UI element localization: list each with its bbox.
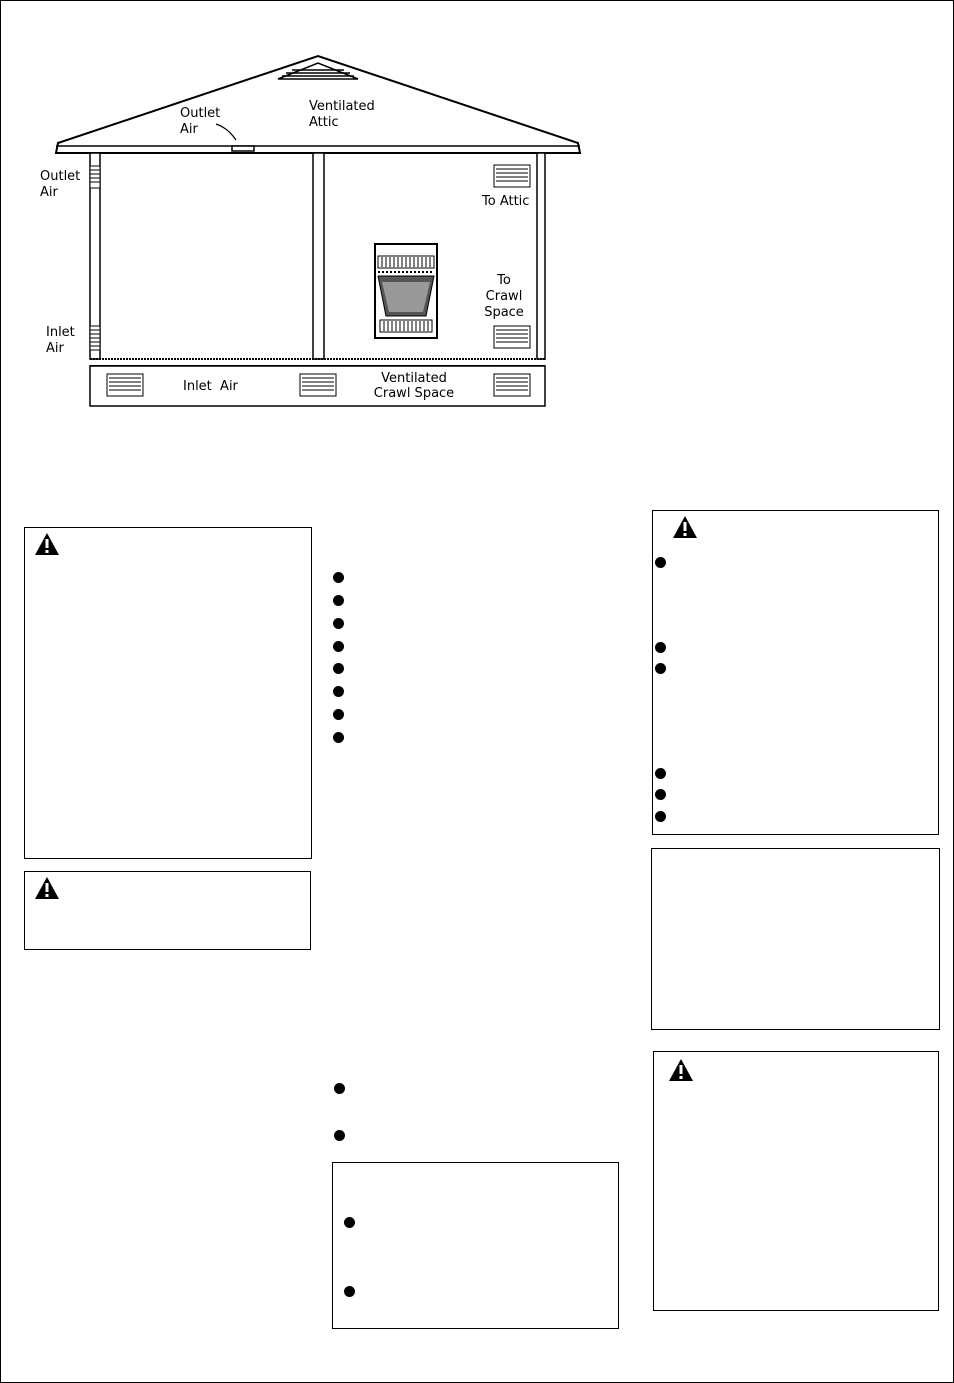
note-box-right <box>651 848 940 1030</box>
wall-inlet-vent <box>90 326 100 350</box>
label-ventilated-attic-2: Attic <box>309 115 339 130</box>
label-inlet-air-crawl: Inlet Air <box>183 379 238 394</box>
label-to-crawl-space-3: Space <box>484 305 524 320</box>
list-bullet <box>333 709 344 720</box>
label-outlet-air-roof-1: Outlet <box>180 106 221 121</box>
list-bullet <box>655 811 666 822</box>
crawl-vent-3 <box>494 374 530 396</box>
crawl-vent-1 <box>107 374 143 396</box>
list-bullet <box>333 572 344 583</box>
list-bullet <box>334 1083 345 1094</box>
label-ventilated-crawl-space-2: Crawl Space <box>373 386 455 401</box>
label-inlet-air-wall-2: Air <box>46 341 64 356</box>
list-bullet <box>333 641 344 652</box>
list-bullet <box>333 595 344 606</box>
label-ventilated-attic-1: Ventilated <box>309 99 375 114</box>
warning-triangle-icon <box>672 515 698 539</box>
house-ventilation-diagram <box>0 0 954 420</box>
list-bullet <box>333 732 344 743</box>
warning-triangle-icon <box>34 876 60 900</box>
list-bullet <box>334 1130 345 1141</box>
list-bullet <box>344 1286 355 1297</box>
list-bullet <box>333 618 344 629</box>
label-inlet-air-wall-1: Inlet <box>46 325 75 340</box>
label-to-crawl-space-1: To <box>497 273 511 288</box>
list-bullet <box>655 642 666 653</box>
list-bullet <box>344 1217 355 1228</box>
warning-triangle-icon <box>34 532 60 556</box>
list-bullet <box>655 663 666 674</box>
wall-outlet-vent <box>90 166 100 188</box>
to-crawl-space-vent <box>494 326 530 348</box>
label-ventilated-crawl-space-1: Ventilated <box>381 371 447 386</box>
list-bullet <box>333 686 344 697</box>
to-attic-vent <box>494 165 530 187</box>
list-bullet <box>655 789 666 800</box>
note-box-middle <box>332 1162 619 1329</box>
crawl-vent-2 <box>300 374 336 396</box>
warning-box-4 <box>653 1051 939 1311</box>
warning-triangle-icon <box>668 1058 694 1082</box>
roof-outlet-vent <box>232 146 254 151</box>
list-bullet <box>655 768 666 779</box>
center-wall <box>313 153 324 359</box>
label-to-crawl-space-2: Crawl <box>485 289 523 304</box>
heater-icon <box>375 244 437 338</box>
list-bullet <box>333 663 344 674</box>
label-outlet-air-wall-1: Outlet <box>40 169 81 184</box>
label-outlet-air-roof-2: Air <box>180 122 198 137</box>
warning-box-3 <box>652 510 939 835</box>
right-wall <box>537 153 545 359</box>
warning-box-1 <box>24 527 312 859</box>
warning-box-2 <box>24 871 311 950</box>
label-outlet-air-wall-2: Air <box>40 185 58 200</box>
list-bullet <box>655 557 666 568</box>
label-to-attic: To Attic <box>482 194 530 209</box>
